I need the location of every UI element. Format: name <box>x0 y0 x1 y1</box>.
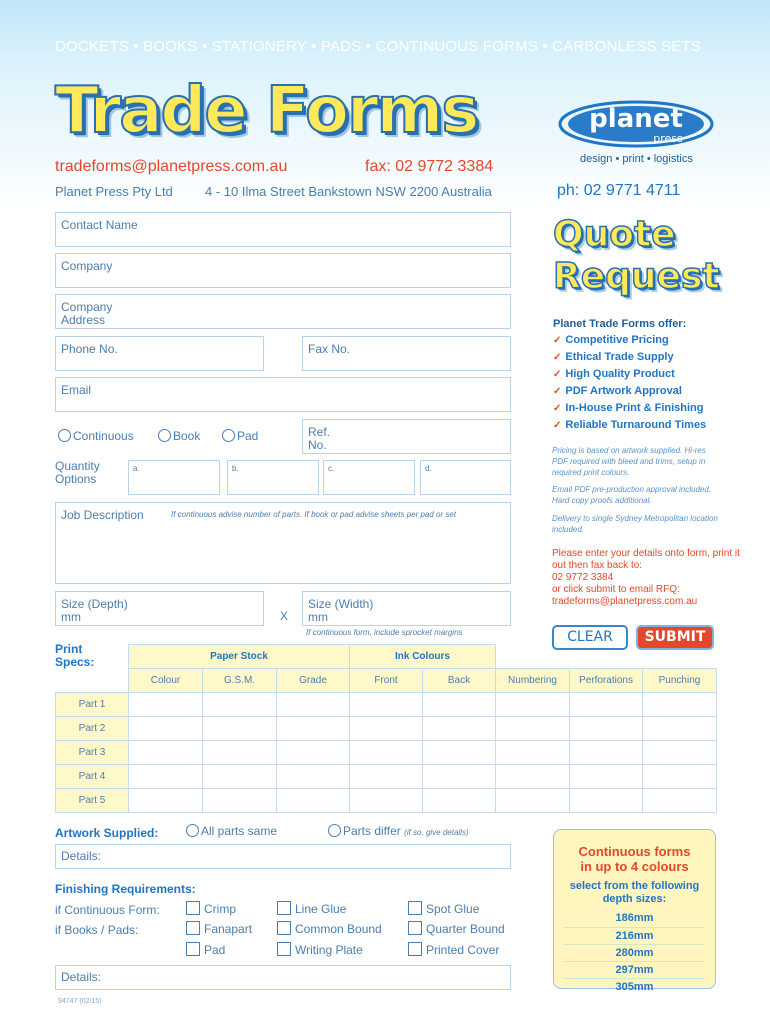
submit-button[interactable]: SUBMIT <box>636 625 714 650</box>
company-address-label <box>61 301 112 327</box>
artwork-details-field[interactable] <box>55 844 511 869</box>
row-label: Part 2 <box>56 717 129 741</box>
checkbox-icon <box>408 921 422 935</box>
contact-name-field[interactable] <box>55 212 511 247</box>
radio-circle-icon <box>58 429 71 442</box>
checkbox-icon <box>186 921 200 935</box>
company-field[interactable] <box>55 253 511 288</box>
tick-icon: ✓ <box>553 420 562 431</box>
table-cell[interactable] <box>350 765 423 789</box>
ref-label-2: No. <box>308 438 327 452</box>
table-cell[interactable] <box>129 693 203 717</box>
table-row <box>56 765 717 789</box>
table-cell[interactable] <box>570 765 643 789</box>
column-header: Grade <box>277 669 350 693</box>
offer-item: ✓ Ethical Trade Supply <box>553 351 674 363</box>
table-cell[interactable] <box>203 717 277 741</box>
header-fax: fax: 02 9772 3384 <box>365 158 494 175</box>
ref-no-field[interactable] <box>302 419 511 454</box>
size-width-label-1: Size (Width) <box>308 597 374 611</box>
offers-list <box>553 334 753 436</box>
offers-title: Planet Trade Forms offer: <box>553 318 687 330</box>
radio-circle-icon <box>158 429 171 442</box>
if-books-label: if Books / Pads: <box>55 923 139 937</box>
table-cell[interactable] <box>350 693 423 717</box>
print-specs-label-1: Print <box>55 642 83 656</box>
quantity-options-label <box>55 460 100 486</box>
header-email[interactable]: tradeforms@planetpress.com.au <box>55 158 288 175</box>
artwork-details-label: Details: <box>61 849 102 863</box>
table-cell[interactable] <box>129 741 203 765</box>
checkbox-crimp[interactable]: Crimp <box>186 901 236 916</box>
header-company: Planet Press Pty Ltd <box>55 184 173 199</box>
table-cell[interactable] <box>496 789 570 813</box>
column-header: Numbering <box>496 669 570 693</box>
quantity-c-field[interactable] <box>323 460 415 495</box>
table-cell[interactable] <box>203 693 277 717</box>
checkbox-pad[interactable]: Pad <box>186 942 225 957</box>
instructions-email[interactable]: tradeforms@planetpress.com.au <box>552 596 698 607</box>
checkbox-writing-plate[interactable]: Writing Plate <box>277 942 363 957</box>
row-label: Part 1 <box>56 693 129 717</box>
paper-stock-header: Paper Stock <box>129 645 350 669</box>
offer-item: ✓ PDF Artwork Approval <box>553 385 682 397</box>
finishing-requirements-label: Finishing Requirements: <box>55 882 196 896</box>
offer-item: ✓ In-House Print & Finishing <box>553 402 704 414</box>
quantity-c-label: c. <box>328 464 335 473</box>
continuous-forms-box <box>553 829 716 993</box>
row-label: Part 4 <box>56 765 129 789</box>
table-cell[interactable] <box>423 717 496 741</box>
fax-label: Fax No. <box>308 342 351 356</box>
size-multiplier: X <box>280 609 289 623</box>
continuous-forms-title: Continuous forms in up to 4 colours <box>578 844 691 874</box>
table-cell[interactable] <box>203 789 277 813</box>
checkbox-icon <box>408 942 422 956</box>
header-address: 4 - 10 Ilma Street Bankstown NSW 2200 Australia <box>205 184 492 199</box>
checkbox-quarter-bound[interactable]: Quarter Bound <box>408 921 505 936</box>
table-cell[interactable] <box>570 717 643 741</box>
phone-field[interactable] <box>55 336 264 371</box>
table-cell[interactable] <box>643 693 717 717</box>
radio-continuous-label: Continuous <box>73 429 134 443</box>
quote-request-heading <box>553 214 720 298</box>
company-address-label-1: Company <box>61 300 113 314</box>
print-specs-table <box>55 644 717 813</box>
instructions-text-2: or click submit to email RFQ: <box>552 584 680 595</box>
submission-instructions <box>552 548 752 608</box>
quantity-a-label: a. <box>133 464 140 473</box>
tick-icon: ✓ <box>553 403 562 414</box>
finishing-details-label: Details: <box>61 970 102 984</box>
offer-item: ✓ High Quality Product <box>553 368 675 380</box>
checkbox-icon <box>186 942 200 956</box>
quantity-label-1: Quantity <box>55 459 100 473</box>
job-description-label: Job Description <box>61 508 144 522</box>
table-row <box>56 741 717 765</box>
table-cell[interactable] <box>129 789 203 813</box>
instructions-fax: 02 9772 3384 <box>552 572 614 583</box>
row-label: Part 3 <box>56 741 129 765</box>
table-cell[interactable] <box>423 765 496 789</box>
quantity-b-field[interactable] <box>227 460 319 495</box>
size-depth-label-2: mm <box>61 610 81 624</box>
checkbox-icon <box>186 901 200 915</box>
print-specs-label-2: Specs: <box>55 655 95 669</box>
table-cell[interactable] <box>423 789 496 813</box>
size-width-label <box>308 598 373 624</box>
table-cell[interactable] <box>496 765 570 789</box>
depth-sizes-list <box>554 910 715 995</box>
table-cell[interactable] <box>277 789 350 813</box>
table-cell[interactable] <box>350 717 423 741</box>
pricing-note: Pricing is based on artwork supplied. Hi-res PDF required with bleed and trims, setup in required print colours. <box>552 446 706 477</box>
artwork-supplied-label: Artwork Supplied: <box>55 826 159 840</box>
table-cell[interactable] <box>423 741 496 765</box>
logo-word-planet: planet <box>589 104 683 134</box>
logo-tagline: design • print • logistics <box>580 153 693 165</box>
email-label: Email <box>61 383 92 397</box>
depth-size-item: 280mm <box>564 944 705 961</box>
parts-differ-label: Parts differ <box>343 824 401 838</box>
offer-item: ✓ Competitive Pricing <box>553 334 669 346</box>
radio-pad-label: Pad <box>237 429 259 443</box>
checkbox-icon <box>277 942 291 956</box>
tick-icon: ✓ <box>553 352 562 363</box>
depth-size-item: 186mm <box>615 912 654 924</box>
ink-colours-header: Ink Colours <box>350 645 496 669</box>
table-row <box>56 789 717 813</box>
table-cell[interactable] <box>129 765 203 789</box>
tick-icon: ✓ <box>553 335 562 346</box>
table-row <box>56 717 717 741</box>
job-description-field[interactable] <box>55 502 511 584</box>
size-depth-field[interactable] <box>55 591 264 626</box>
continuous-forms-subtitle: select from the following depth sizes: <box>569 880 700 905</box>
planet-press-logo <box>556 98 716 150</box>
offer-item: ✓ Reliable Turnaround Times <box>553 419 707 431</box>
column-header: Punching <box>643 669 717 693</box>
header-tagline: DOCKETS • BOOKS • STATIONERY • PADS • CONTINUOUS FORMS • CARBONLESS SETS <box>55 38 702 55</box>
checkbox-common-bound[interactable]: Common Bound <box>277 921 382 936</box>
checkbox-icon <box>277 921 291 935</box>
table-cell[interactable] <box>203 741 277 765</box>
email-field[interactable] <box>55 377 511 412</box>
page-title: Trade Forms <box>55 74 478 148</box>
depth-size-item: 297mm <box>564 961 705 978</box>
quantity-a-field[interactable] <box>128 460 220 495</box>
radio-circle-icon <box>222 429 235 442</box>
checkbox-fanapart[interactable]: Fanapart <box>186 921 252 936</box>
logo-word-press: press <box>653 132 683 145</box>
depth-size-item: 305mm <box>564 978 705 995</box>
company-address-label-2: Address <box>61 313 106 327</box>
table-cell[interactable] <box>277 693 350 717</box>
table-cell[interactable] <box>423 693 496 717</box>
table-cell[interactable] <box>496 741 570 765</box>
company-address-field[interactable] <box>55 294 511 329</box>
header-phone: ph: 02 9771 4711 <box>557 182 681 199</box>
checkbox-line-glue[interactable]: Line Glue <box>277 901 346 916</box>
row-label: Part 5 <box>56 789 129 813</box>
quantity-d-field[interactable] <box>420 460 511 495</box>
table-cell[interactable] <box>643 765 717 789</box>
column-header: Colour <box>129 669 203 693</box>
instructions-text-1: Please enter your details onto form, print it out then fax back to: <box>552 548 740 571</box>
if-continuous-label: if Continuous Form: <box>55 903 160 917</box>
contact-name-label: Contact Name <box>61 218 138 232</box>
radio-book[interactable] <box>158 429 200 443</box>
radio-pad[interactable] <box>222 429 258 443</box>
table-cell[interactable] <box>570 693 643 717</box>
ref-label-1: Ref. <box>308 425 331 439</box>
quote-line-1: Quote <box>553 214 676 255</box>
column-header: Back <box>423 669 496 693</box>
table-cell[interactable] <box>277 765 350 789</box>
column-header: Perforations <box>570 669 643 693</box>
checkbox-icon <box>277 901 291 915</box>
radio-parts-differ[interactable] <box>328 824 469 838</box>
depth-size-item: 216mm <box>564 927 705 944</box>
table-cell[interactable] <box>643 717 717 741</box>
radio-circle-icon <box>328 824 341 837</box>
table-row <box>56 693 717 717</box>
column-header: Front <box>350 669 423 693</box>
company-label: Company <box>61 259 113 273</box>
all-parts-same-label: All parts same <box>201 824 278 838</box>
table-cell[interactable] <box>496 717 570 741</box>
clear-button[interactable]: CLEAR <box>552 625 628 650</box>
size-width-label-2: mm <box>308 610 328 624</box>
table-cell[interactable] <box>570 741 643 765</box>
size-hint: If continuous form, include sprocket margins <box>306 628 463 637</box>
checkbox-spot-glue[interactable]: Spot Glue <box>408 901 479 916</box>
table-cell[interactable] <box>643 789 717 813</box>
finishing-details-field[interactable] <box>55 965 511 990</box>
column-header: G.S.M. <box>203 669 277 693</box>
phone-label: Phone No. <box>61 342 118 356</box>
job-description-hint: If continuous advise number of parts. If book or pad advise sheets per pad or set <box>171 510 457 519</box>
table-cell[interactable] <box>643 741 717 765</box>
radio-all-parts-same[interactable] <box>186 824 277 838</box>
quote-line-2: Request <box>553 256 720 297</box>
delivery-note: Delivery to single Sydney Metropolitan location included. <box>552 514 718 534</box>
size-depth-label-1: Size (Depth) <box>61 597 128 611</box>
tick-icon: ✓ <box>553 369 562 380</box>
table-cell[interactable] <box>350 741 423 765</box>
size-depth-label <box>61 598 128 624</box>
table-cell[interactable] <box>350 789 423 813</box>
quantity-label-2: Options <box>55 472 97 486</box>
table-cell[interactable] <box>277 741 350 765</box>
radio-book-label: Book <box>173 429 201 443</box>
parts-differ-hint: (if so, give details) <box>404 828 469 837</box>
table-cell[interactable] <box>129 717 203 741</box>
checkbox-printed-cover[interactable]: Printed Cover <box>408 942 499 957</box>
quantity-b-label: b. <box>232 464 239 473</box>
radio-continuous[interactable] <box>58 429 134 443</box>
checkbox-icon <box>408 901 422 915</box>
table-cell[interactable] <box>496 693 570 717</box>
size-width-field[interactable] <box>302 591 511 626</box>
fax-field[interactable] <box>302 336 511 371</box>
table-cell[interactable] <box>203 765 277 789</box>
radio-circle-icon <box>186 824 199 837</box>
table-cell[interactable] <box>277 717 350 741</box>
form-code: 94747 (02/15) <box>58 998 102 1005</box>
table-cell[interactable] <box>570 789 643 813</box>
ref-no-label <box>308 426 330 452</box>
tick-icon: ✓ <box>553 386 562 397</box>
quantity-d-label: d. <box>425 464 432 473</box>
proof-note: Email PDF pre-production approval included. Hard copy proofs additional. <box>552 485 712 505</box>
